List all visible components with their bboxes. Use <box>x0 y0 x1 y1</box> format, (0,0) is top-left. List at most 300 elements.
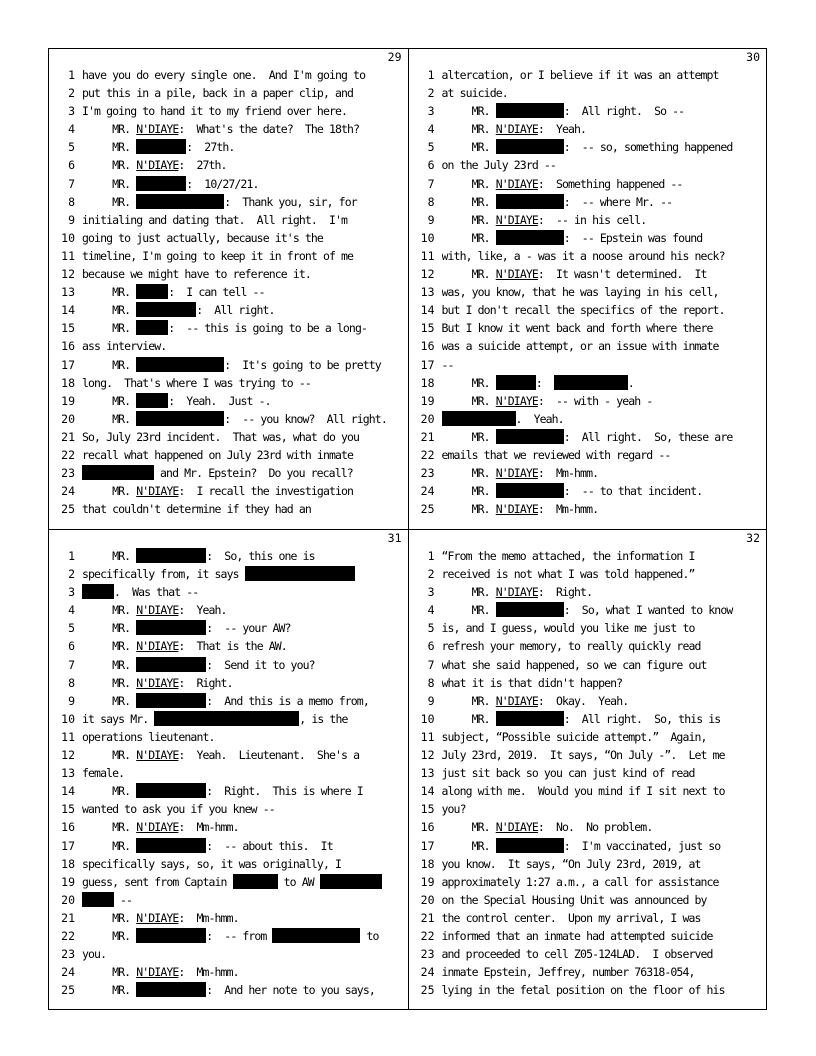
line-text: what she said happened, so we can figure out <box>441 657 707 672</box>
transcript-line <box>49 547 408 565</box>
line-text: MR. : -- where Mr. -- <box>441 194 673 209</box>
line-text: operations lieutenant. <box>82 729 215 744</box>
line-number: 11 <box>420 729 435 744</box>
transcript-line <box>49 211 408 229</box>
transcript-line <box>49 283 408 301</box>
line-text: -- <box>441 357 454 372</box>
redaction-bar <box>136 302 196 317</box>
line-text: it says Mr. , is the <box>82 711 348 726</box>
line-text: MR. : It's going to be pretty <box>82 357 381 372</box>
line-number: 17 <box>61 357 75 372</box>
transcript-line <box>409 428 767 446</box>
line-number: 12 <box>420 748 435 763</box>
line-number: 23 <box>61 466 75 481</box>
redaction-bar <box>554 375 628 390</box>
line-number: 23 <box>420 466 435 481</box>
line-number: 21 <box>420 429 435 444</box>
line-text: but I don't recall the specifics of the report. <box>441 303 725 318</box>
transcript-line <box>49 138 408 156</box>
line-number: 20 <box>420 892 435 907</box>
line-text: MR. : I can tell -- <box>82 285 265 300</box>
speaker-name: N'DIAYE <box>136 484 179 499</box>
redaction-bar <box>496 483 564 498</box>
line-text: specifically from, it says <box>82 565 408 583</box>
speaker-name: N'DIAYE <box>136 965 179 980</box>
transcript-line <box>409 891 767 909</box>
line-number: 8 <box>68 194 75 209</box>
transcript-line <box>409 356 767 374</box>
line-number: 6 <box>427 639 435 654</box>
redaction-bar <box>136 357 224 372</box>
line-text: MR. : All right. <box>82 303 275 318</box>
speaker-name: N'DIAYE <box>495 267 538 282</box>
transcript-line <box>409 265 767 283</box>
line-number: 18 <box>61 856 75 871</box>
transcript-line <box>49 674 408 692</box>
line-text: you? <box>441 802 466 817</box>
transcript-line <box>409 710 767 728</box>
transcript-line <box>49 601 408 619</box>
line-text: was a suicide attempt, or an issue with inmate <box>441 339 719 354</box>
line-text: MR. : All right. So -- <box>441 104 685 119</box>
line-number: 20 <box>61 411 75 426</box>
transcript-line <box>409 818 767 836</box>
transcript-line <box>409 963 767 981</box>
line-text: and proceeded to cell Z05-124LAD. I observed <box>441 947 713 962</box>
line-text: with, like, a - was it a noose around his neck? <box>441 248 725 263</box>
line-number: 7 <box>427 176 435 191</box>
redaction-bar <box>496 602 564 617</box>
line-number: 10 <box>420 711 435 726</box>
speaker-name: N'DIAYE <box>136 122 179 137</box>
transcript-line <box>49 156 408 174</box>
line-text: MR. : -- Epstein was found <box>441 230 703 245</box>
transcript-line <box>409 981 767 999</box>
line-text: But I know it went back and forth where there <box>441 321 713 336</box>
line-number: 15 <box>420 802 435 817</box>
transcript-line <box>409 619 767 637</box>
redaction-bar <box>496 375 536 390</box>
transcript-line <box>409 193 767 211</box>
line-number: 18 <box>420 375 435 390</box>
line-number: 6 <box>68 158 75 173</box>
transcript-line <box>49 728 408 746</box>
line-number: 12 <box>420 267 435 282</box>
transcript-line <box>409 410 767 428</box>
line-number: 19 <box>420 393 435 408</box>
line-text: “From the memo attached, the information I <box>441 549 695 563</box>
line-text: and Mr. Epstein? Do you recall? <box>82 464 408 482</box>
line-number: 2 <box>68 86 75 101</box>
line-text: MR. N'DIAYE: That is the AW. <box>82 639 287 654</box>
line-text: MR. : . <box>441 375 634 390</box>
transcript-line <box>49 746 408 764</box>
line-number: 1 <box>68 68 75 82</box>
redaction-bar <box>496 230 564 245</box>
speaker-name: N'DIAYE <box>136 675 179 690</box>
line-number: 21 <box>61 910 75 925</box>
line-number: 17 <box>420 357 435 372</box>
redaction-bar <box>320 874 382 889</box>
line-text: emails that we reviewed with regard -- <box>441 447 671 462</box>
line-text: . Yeah. <box>442 410 767 428</box>
transcript-line <box>409 464 767 482</box>
transcript-line <box>49 120 408 138</box>
line-text: MR. : So, what I wanted to know <box>441 603 733 618</box>
line-number: 14 <box>420 784 435 799</box>
transcript-line <box>409 692 767 710</box>
transcript-line <box>409 601 767 619</box>
line-number: 4 <box>427 122 435 137</box>
line-text: altercation, or I believe if it was an attempt <box>441 68 719 82</box>
line-number: 7 <box>68 176 75 191</box>
transcript-line <box>49 175 408 193</box>
transcript-line <box>49 410 408 428</box>
transcript-line <box>49 583 408 601</box>
transcript-line <box>49 565 408 583</box>
transcript-line <box>49 927 408 945</box>
line-text: So, July 23rd incident. That was, what do you <box>82 429 360 444</box>
line-text: timeline, I'm going to keep it in front of me <box>82 248 354 263</box>
transcript-line <box>409 138 767 156</box>
speaker-name: N'DIAYE <box>495 176 538 191</box>
transcript-line <box>49 963 408 981</box>
transcript-line <box>49 909 408 927</box>
transcript-line <box>409 500 767 518</box>
transcript-line <box>49 446 408 464</box>
transcript-line <box>409 283 767 301</box>
transcript-line <box>409 247 767 265</box>
line-number: 20 <box>61 892 75 907</box>
line-number: 4 <box>68 122 75 137</box>
transcript-line <box>49 692 408 710</box>
redaction-bar <box>136 176 186 191</box>
transcript-line <box>49 356 408 374</box>
line-text: initialing and dating that. All right. I'm <box>82 212 348 227</box>
line-number: 10 <box>420 230 435 245</box>
redaction-bar <box>496 711 564 726</box>
line-text: MR. : And her note to you says, <box>82 983 375 998</box>
line-number: 8 <box>427 194 435 209</box>
line-number: 10 <box>61 230 75 245</box>
line-number: 14 <box>61 784 75 799</box>
speaker-name: N'DIAYE <box>495 693 538 708</box>
redaction-bar <box>136 838 206 853</box>
redaction-bar <box>136 194 224 209</box>
line-text: I'm going to hand it to my friend over here. <box>82 104 348 119</box>
line-text: MR. N'DIAYE: Mm-hmm. <box>441 502 599 517</box>
page-number: 29 <box>387 50 402 64</box>
line-number: 16 <box>420 820 435 835</box>
transcript-line <box>409 84 767 102</box>
transcript-line <box>409 637 767 655</box>
line-text: MR. : 27th. <box>82 140 235 155</box>
transcript-line <box>409 446 767 464</box>
speaker-name: N'DIAYE <box>495 393 538 408</box>
line-text: just sit back so you can just kind of read <box>441 766 695 781</box>
transcript-line <box>49 500 408 518</box>
transcript-line <box>49 374 408 392</box>
redaction-bar <box>136 620 206 635</box>
transcript-line <box>409 728 767 746</box>
speaker-name: N'DIAYE <box>495 466 538 481</box>
redaction-bar <box>82 465 154 480</box>
redaction-bar <box>136 693 206 708</box>
transcript-line <box>409 211 767 229</box>
transcript-line <box>409 392 767 410</box>
transcript-line <box>49 84 408 102</box>
line-number: 19 <box>420 874 435 889</box>
line-text: you know. It says, “On July 23rd, 2019, at <box>441 856 701 871</box>
line-text: wanted to ask you if you knew -- <box>82 802 275 817</box>
line-text: along with me. Would you mind if I sit next to <box>441 784 725 799</box>
redaction-bar <box>136 139 186 154</box>
line-number: 1 <box>427 68 435 82</box>
line-text: on the July 23rd -- <box>441 158 556 173</box>
redaction-bar <box>136 657 206 672</box>
line-text: subject, “Possible suicide attempt.” Again, <box>441 729 707 744</box>
line-number: 25 <box>61 502 75 517</box>
speaker-name: N'DIAYE <box>136 603 179 618</box>
line-number: 22 <box>61 928 75 943</box>
transcript-line <box>409 746 767 764</box>
transcript-line <box>49 482 408 500</box>
line-text: MR. : Thank you, sir, for <box>82 194 357 209</box>
line-text: specifically says, so, it was originally, I <box>82 856 342 871</box>
transcript-line <box>49 193 408 211</box>
line-text: MR. N'DIAYE: -- in his cell. <box>441 212 647 227</box>
transcript-line <box>409 945 767 963</box>
transcript-sheet <box>48 48 767 1010</box>
line-number: 3 <box>68 104 75 119</box>
line-number: 9 <box>427 693 435 708</box>
line-text: MR. N'DIAYE: -- with - yeah - <box>441 393 653 408</box>
line-number: 16 <box>420 339 435 354</box>
transcript-line <box>49 981 408 999</box>
redaction-bar <box>136 284 168 299</box>
line-number: 16 <box>61 339 75 354</box>
line-text: approximately 1:27 a.m., a call for assistance <box>441 874 719 889</box>
line-number: 8 <box>427 675 435 690</box>
speaker-name: N'DIAYE <box>136 639 179 654</box>
redaction-bar <box>136 982 206 997</box>
transcript-line <box>409 337 767 355</box>
transcript-line <box>49 837 408 855</box>
transcript-line <box>49 855 408 873</box>
line-text: on the Special Housing Unit was announced by <box>441 892 707 907</box>
line-number: 25 <box>420 983 435 998</box>
transcript-line <box>409 482 767 500</box>
line-text: MR. : -- about this. It <box>82 838 333 853</box>
line-text: MR. N'DIAYE: Yeah. <box>82 603 227 618</box>
transcript-line <box>409 565 767 583</box>
line-text: MR. : -- this is going to be a long- <box>82 321 367 336</box>
line-number: 11 <box>61 248 75 263</box>
line-number: 23 <box>61 947 75 962</box>
line-text: MR. : And this is a memo from, <box>82 693 369 708</box>
line-number: 1 <box>68 549 75 563</box>
transcript-line <box>49 800 408 818</box>
speaker-name: N'DIAYE <box>495 585 538 600</box>
line-number: 12 <box>61 748 75 763</box>
line-number: 19 <box>61 874 75 889</box>
transcript-line <box>409 120 767 138</box>
speaker-name: N'DIAYE <box>495 820 538 835</box>
line-text: MR. N'DIAYE: Yeah. Lieutenant. She's a <box>82 748 360 763</box>
line-number: 15 <box>420 321 435 336</box>
line-text: July 23rd, 2019. It says, “On July -”. Let me <box>441 748 725 763</box>
transcript-page <box>49 49 408 529</box>
speaker-name: N'DIAYE <box>136 158 179 173</box>
line-number: 23 <box>420 947 435 962</box>
redaction-bar <box>496 838 564 853</box>
line-number: 15 <box>61 321 75 336</box>
line-text: long. That's where I was trying to -- <box>82 375 311 390</box>
line-text: MR. : Right. This is where I <box>82 784 363 799</box>
line-number: 2 <box>68 567 75 582</box>
line-number: 24 <box>61 484 75 499</box>
redaction-bar <box>136 393 168 408</box>
redaction-bar <box>136 928 206 943</box>
transcript-line <box>49 392 408 410</box>
line-text: MR. N'DIAYE: Mm-hmm. <box>82 820 239 835</box>
transcript-line <box>409 909 767 927</box>
redaction-bar <box>82 584 114 599</box>
transcript-line <box>409 873 767 891</box>
line-number: 2 <box>427 86 435 101</box>
transcript-line <box>49 764 408 782</box>
line-number: 24 <box>61 965 75 980</box>
redaction-bar <box>496 429 564 444</box>
line-number: 19 <box>61 393 75 408</box>
transcript-line <box>409 764 767 782</box>
redaction-bar <box>233 874 278 889</box>
line-number: 6 <box>427 158 435 173</box>
line-text: MR. N'DIAYE: Mm-hmm. <box>82 965 239 980</box>
line-text: you. <box>82 947 107 962</box>
redaction-bar <box>496 139 564 154</box>
line-text: -- <box>82 891 408 909</box>
line-text: guess, sent from Captain to AW <box>82 873 408 891</box>
line-number: 7 <box>68 657 75 672</box>
transcript-line <box>409 800 767 818</box>
line-text: because we might have to reference it. <box>82 267 311 282</box>
line-text: put this in a pile, back in a paper clip, and <box>82 86 354 101</box>
line-number: 17 <box>61 838 75 853</box>
line-text: lying in the fetal position on the floor of his <box>441 983 725 998</box>
redaction-bar <box>136 411 224 426</box>
line-number: 21 <box>61 429 75 444</box>
transcript-line <box>49 873 408 891</box>
transcript-line <box>49 66 408 84</box>
transcript-line <box>49 464 408 482</box>
redaction-bar <box>272 928 360 943</box>
line-number: 2 <box>427 567 435 582</box>
line-number: 22 <box>420 447 435 462</box>
line-number: 14 <box>61 303 75 318</box>
line-number: 3 <box>427 585 435 600</box>
transcript-line <box>49 229 408 247</box>
line-text: MR. : All right. So, this is <box>441 711 721 726</box>
line-number: 5 <box>427 621 435 636</box>
redaction-bar <box>442 411 516 426</box>
transcript-line <box>409 674 767 692</box>
line-text: what it is that didn't happen? <box>441 675 623 690</box>
line-number: 24 <box>420 965 435 980</box>
transcript-line <box>409 782 767 800</box>
transcript-line <box>49 337 408 355</box>
line-number: 25 <box>61 983 75 998</box>
line-number: 20 <box>420 411 435 426</box>
transcript-line <box>409 547 767 565</box>
line-number: 9 <box>427 212 435 227</box>
line-number: 5 <box>68 140 75 155</box>
line-number: 13 <box>420 766 435 781</box>
line-text: MR. : -- you know? All right. <box>82 411 387 426</box>
transcript-line <box>409 927 767 945</box>
line-number: 5 <box>68 621 75 636</box>
line-number: 5 <box>427 140 435 155</box>
transcript-line <box>49 247 408 265</box>
transcript-line <box>409 837 767 855</box>
line-text: MR. N'DIAYE: Right. <box>82 675 233 690</box>
transcript-line <box>49 102 408 120</box>
speaker-name: N'DIAYE <box>495 122 538 137</box>
transcript-line <box>49 656 408 674</box>
line-text: inmate Epstein, Jeffrey, number 76318-054, <box>441 965 695 980</box>
redaction-bar <box>136 548 206 563</box>
line-text: MR. : -- to that incident. <box>441 484 703 499</box>
transcript-page <box>408 49 767 529</box>
transcript-line <box>409 855 767 873</box>
line-text: refresh your memory, to really quickly read <box>441 639 701 654</box>
redaction-bar <box>136 320 168 335</box>
transcript-line <box>409 156 767 174</box>
line-text: the control center. Upon my arrival, I was <box>441 910 701 925</box>
redaction-bar <box>496 103 564 118</box>
line-text: MR. : Send it to you? <box>82 657 315 672</box>
line-number: 9 <box>68 693 75 708</box>
line-text: is, and I guess, would you like me just to <box>441 621 695 636</box>
line-number: 21 <box>420 910 435 925</box>
redaction-bar <box>245 566 355 581</box>
line-text: . Was that -- <box>82 583 408 601</box>
redaction-bar <box>136 783 206 798</box>
line-text: MR. : Yeah. Just -. <box>82 393 271 408</box>
line-number: 3 <box>427 104 435 119</box>
line-text: MR. : All right. So, these are <box>441 429 733 444</box>
transcript-line <box>49 637 408 655</box>
line-text: MR. N'DIAYE: Something happened -- <box>441 176 683 191</box>
line-number: 4 <box>427 603 435 618</box>
transcript-line <box>49 428 408 446</box>
page-number: 31 <box>387 531 402 545</box>
line-number: 11 <box>420 248 435 263</box>
line-text: MR. N'DIAYE: Mm-hmm. <box>82 910 239 925</box>
transcript-line <box>49 945 408 963</box>
line-number: 14 <box>420 303 435 318</box>
line-number: 11 <box>61 729 75 744</box>
speaker-name: N'DIAYE <box>495 502 538 517</box>
line-text: MR. N'DIAYE: I recall the investigation <box>82 484 354 499</box>
line-number: 7 <box>427 657 435 672</box>
line-text: have you do every single one. And I'm going to <box>82 68 366 82</box>
line-number: 25 <box>420 502 435 517</box>
redaction-bar <box>496 194 564 209</box>
transcript-line <box>49 619 408 637</box>
transcript-line <box>409 301 767 319</box>
speaker-name: N'DIAYE <box>495 212 538 227</box>
